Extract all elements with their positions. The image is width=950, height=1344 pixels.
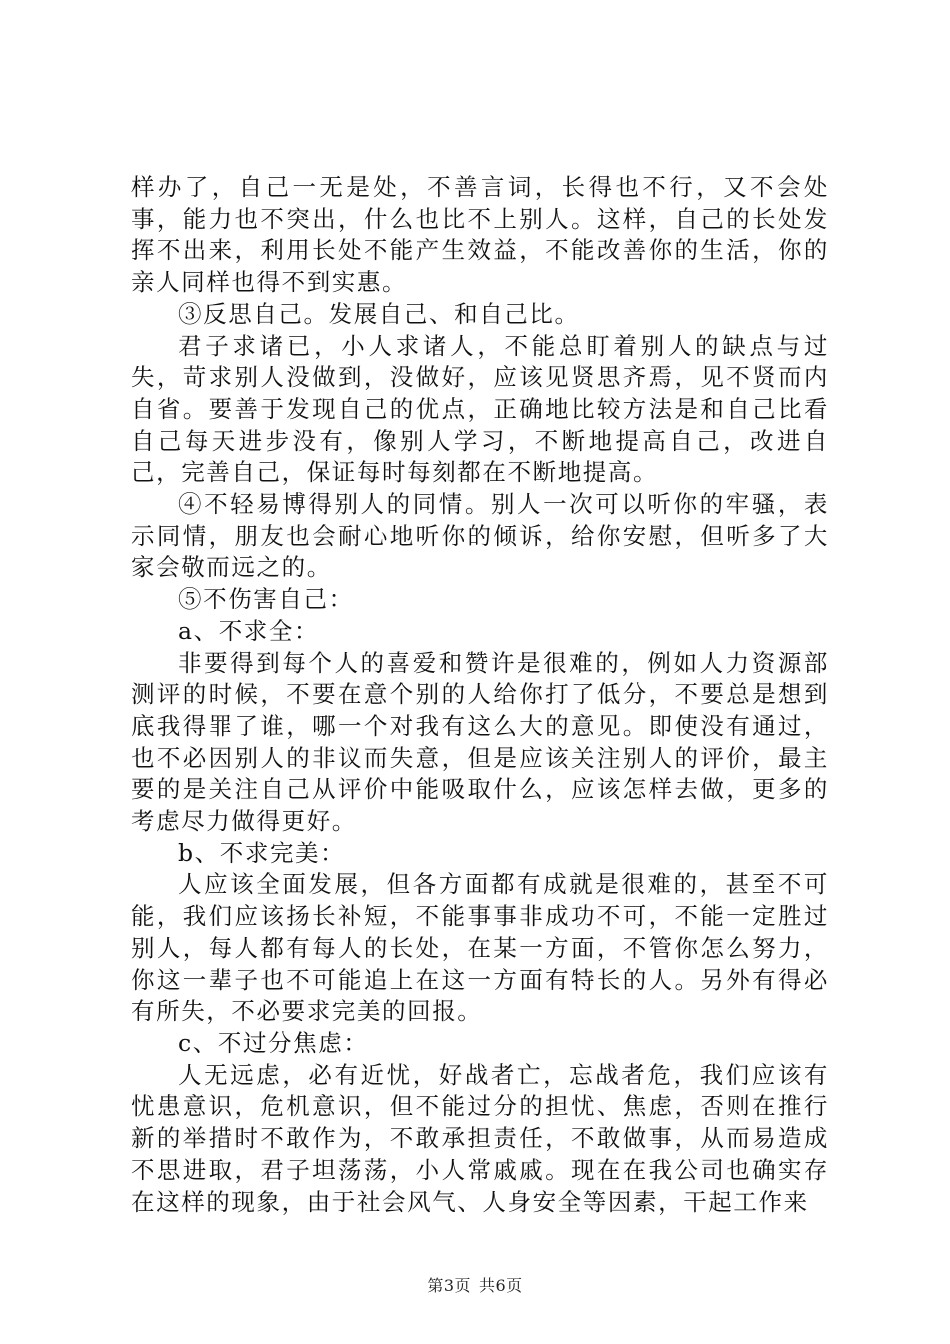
- paragraph: 人无远虑，必有近忧，好战者亡，忘战者危，我们应该有忧患意识，危机意识，但不能过分的担忧、焦虑，否则在推行新的举措时不敢作为，不敢承担责任，不敢做事，从而易造成不思进取，君子坦荡荡，小人常戚戚。现在在我公司也确实存在这样的现象，由于社会风气、人身安全等因素，干起工作来: [131, 1060, 829, 1216]
- document-body: [131, 172, 829, 1218]
- paragraph: 人应该全面发展，但各方面都有成就是很难的，甚至不可能，我们应该扬长补短，不能事事非成功不可，不能一定胜过别人，每人都有每人的长处，在某一方面，不管你怎么努力，你这一辈子也不可能追上在这一方面有特长的人。另外有得必有所失，不必要求完美的回报。: [131, 870, 829, 1026]
- page-total: 共6页: [479, 1276, 523, 1295]
- page-footer: [0, 1273, 950, 1296]
- subpoint-a-heading: a、不求全：: [178, 616, 320, 645]
- subpoint-c-heading: c、不过分焦虑：: [178, 1028, 369, 1057]
- point-3-heading: ③反思自己。发展自己、和自己比。: [178, 299, 580, 328]
- point-4-paragraph: ④不轻易博得别人的同情。别人一次可以听你的牢骚，表示同情，朋友也会耐心地听你的倾诉，给你安慰，但听多了大家会敬而远之的。: [131, 490, 829, 582]
- paragraph: 君子求诸已，小人求诸人，不能总盯着别人的缺点与过失，苛求别人没做到，没做好，应该见贤思齐焉，见不贤而内自省。要善于发现自己的优点，正确地比较方法是和自己比看自己每天进步没有，像别人学习，不断地提高自己，改进自己，完善自己，保证每时每刻都在不断地提高。: [131, 331, 829, 487]
- paragraph-continued: 样办了，自己一无是处，不善言词，长得也不行，又不会处事，能力也不突出，什么也比不上别人。这样，自己的长处发挥不出来，利用长处不能产生效益，不能改善你的生活，你的亲人同样也得不到实惠。: [131, 173, 829, 297]
- subpoint-b-heading: b、不求完美：: [178, 838, 346, 867]
- point-5-heading: ⑤不伤害自己：: [178, 585, 354, 614]
- paragraph: 非要得到每个人的喜爱和赞许是很难的，例如人力资源部测评的时候，不要在意个别的人给你打了低分，不要总是想到底我得罪了谁，哪一个对我有这么大的意见。即使没有通过，也不必因别人的非议而失意，但是应该关注别人的评价，最主要的是关注自己从评价中能吸取什么，应该怎样去做，更多的考虑尽力做得更好。: [131, 648, 829, 836]
- page-number: 第3页: [427, 1276, 471, 1295]
